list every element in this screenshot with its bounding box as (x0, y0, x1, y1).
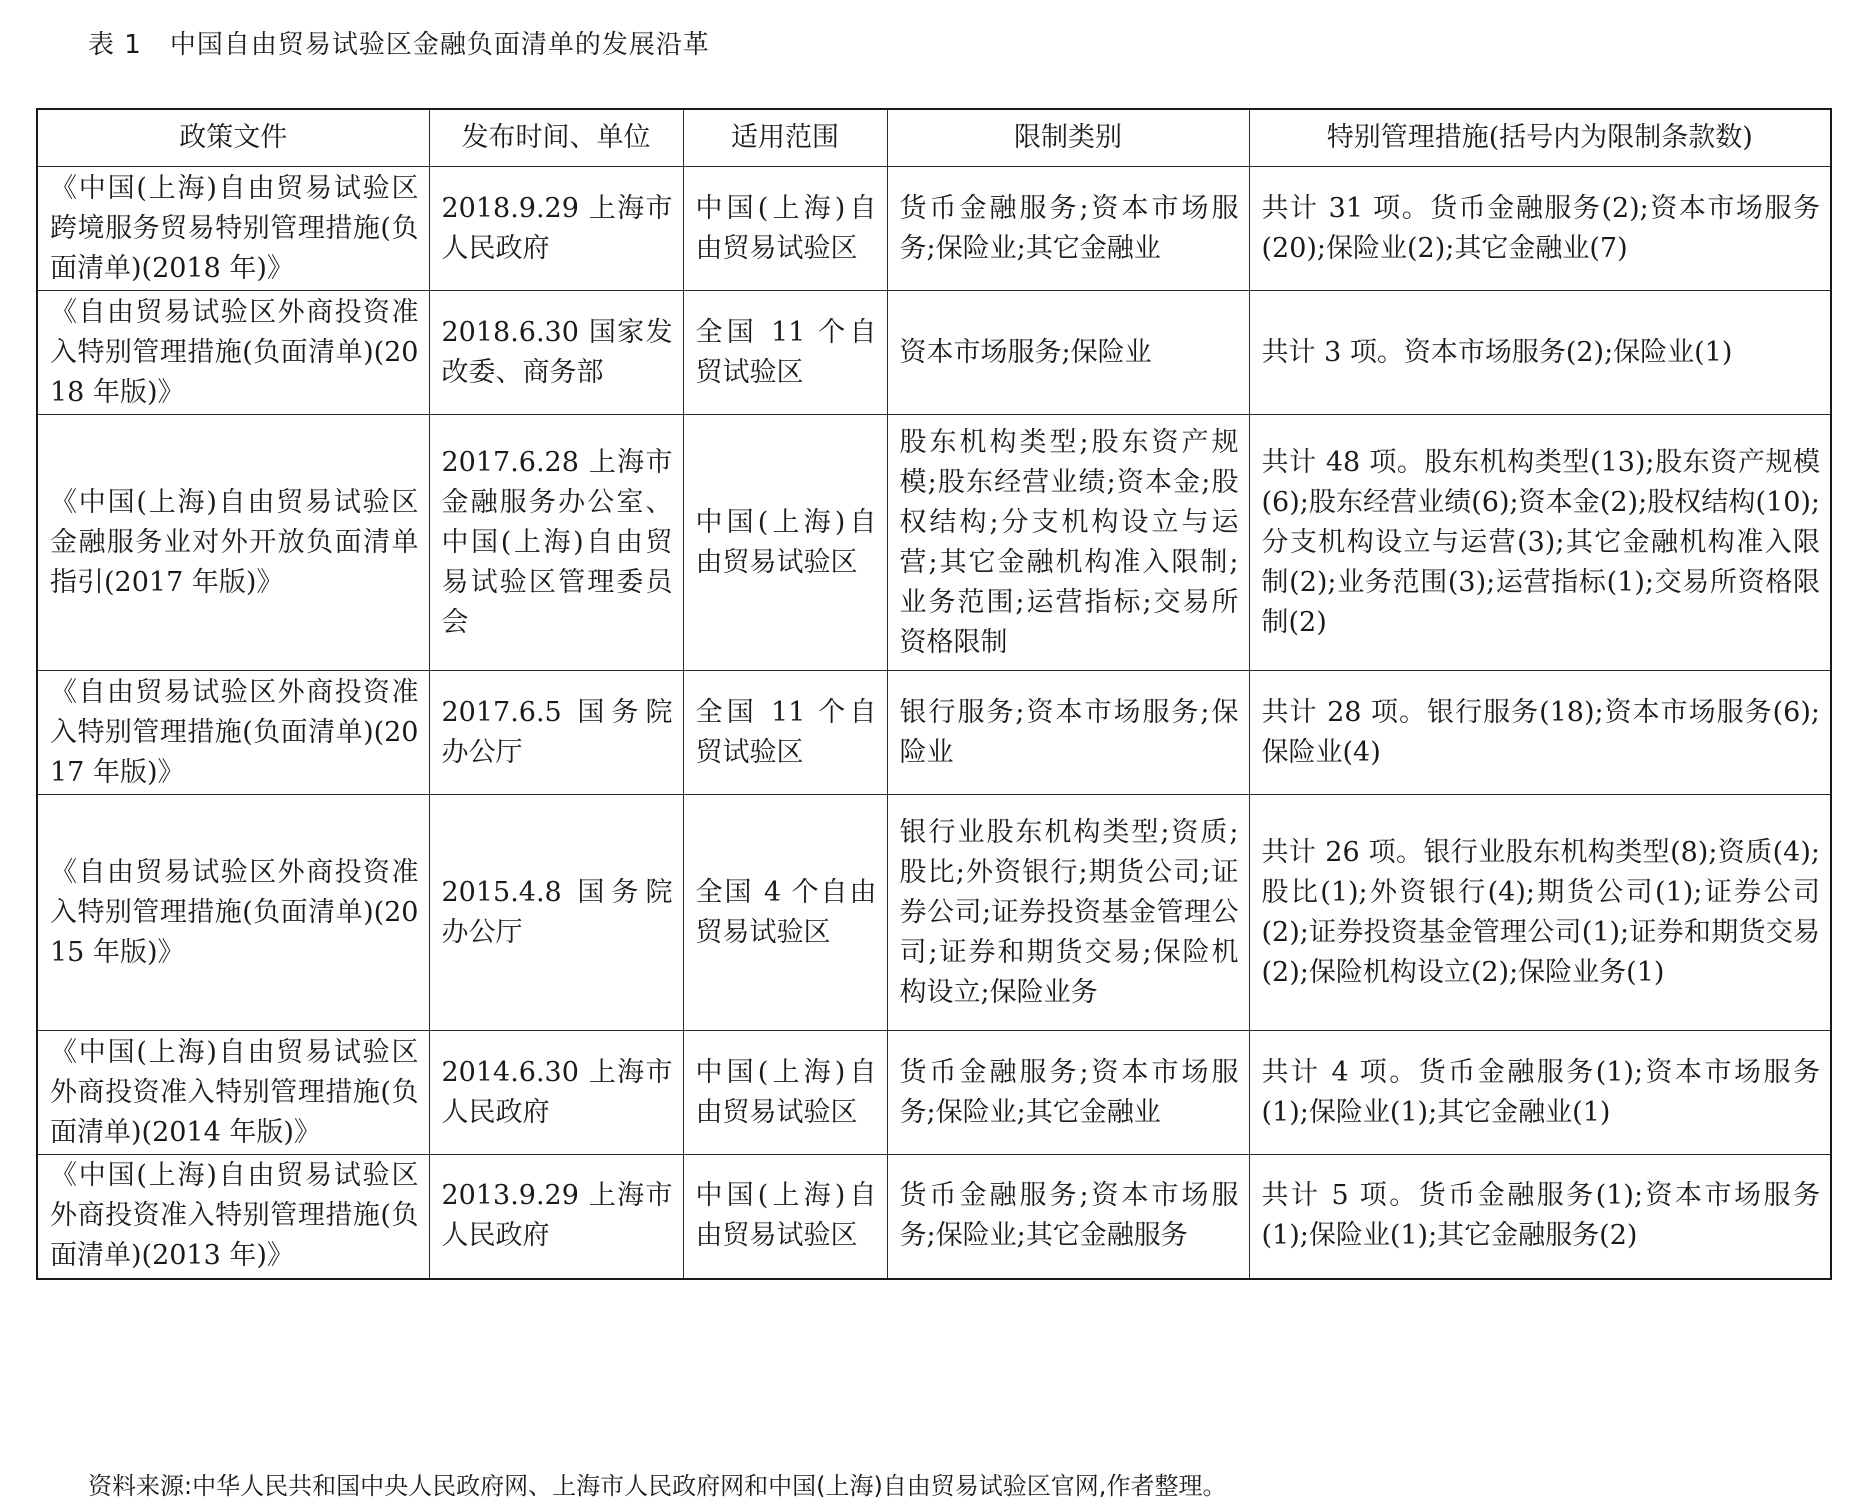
table-row (37, 1031, 1831, 1155)
cell-categories: 货币金融服务;资本市场服务;保险业;其它金融服务 (887, 1155, 1249, 1279)
cell-policy: 《自由贸易试验区外商投资准入特别管理措施(负面清单)(2018 年版)》 (37, 291, 429, 415)
cell-measures: 共计 5 项。货币金融服务(1);资本市场服务(1);保险业(1);其它金融服务(2) (1249, 1155, 1831, 1279)
cell-issuer: 2014.6.30 上海市人民政府 (429, 1031, 683, 1155)
cell-scope: 全国 4 个自由贸易试验区 (683, 795, 887, 1031)
source-note: 资料来源:中华人民共和国中央人民政府网、上海市人民政府网和中国(上海)自由贸易试验区官网,作者整理。 (88, 1472, 1227, 1500)
table-caption (88, 24, 710, 61)
cell-scope: 全国 11 个自贸试验区 (683, 291, 887, 415)
cell-measures: 共计 4 项。货币金融服务(1);资本市场服务(1);保险业(1);其它金融业(1) (1249, 1031, 1831, 1155)
cell-policy: 《自由贸易试验区外商投资准入特别管理措施(负面清单)(2015 年版)》 (37, 795, 429, 1031)
cell-policy: 《中国(上海)自由贸易试验区跨境服务贸易特别管理措施(负面清单)(2018 年)》 (37, 167, 429, 291)
header-measures: 特别管理措施(括号内为限制条款数) (1249, 109, 1831, 167)
table-row (37, 1155, 1831, 1279)
cell-issuer: 2013.9.29 上海市人民政府 (429, 1155, 683, 1279)
cell-policy: 《中国(上海)自由贸易试验区金融服务业对外开放负面清单指引(2017 年版)》 (37, 415, 429, 671)
table-row (37, 671, 1831, 795)
negative-list-table (36, 108, 1832, 1280)
cell-measures: 共计 48 项。股东机构类型(13);股东资产规模(6);股东经营业绩(6);资本金(2);股权结构(10);分支机构设立与运营(3);其它金融机构准入限制(2);业务范围(3);运营指标(1);交易所资格限制(2) (1249, 415, 1831, 671)
cell-issuer: 2015.4.8 国务院办公厅 (429, 795, 683, 1031)
cell-policy: 《中国(上海)自由贸易试验区外商投资准入特别管理措施(负面清单)(2013 年)》 (37, 1155, 429, 1279)
cell-categories: 银行业股东机构类型;资质;股比;外资银行;期货公司;证券公司;证券投资基金管理公司;证券和期货交易;保险机构设立;保险业务 (887, 795, 1249, 1031)
header-issuer: 发布时间、单位 (429, 109, 683, 167)
table-row (37, 415, 1831, 671)
header-policy: 政策文件 (37, 109, 429, 167)
cell-policy: 《中国(上海)自由贸易试验区外商投资准入特别管理措施(负面清单)(2014 年版)》 (37, 1031, 429, 1155)
header-categories: 限制类别 (887, 109, 1249, 167)
table-header-row (37, 109, 1831, 167)
cell-scope: 全国 11 个自贸试验区 (683, 671, 887, 795)
header-scope: 适用范围 (683, 109, 887, 167)
cell-measures: 共计 26 项。银行业股东机构类型(8);资质(4);股比(1);外资银行(4);期货公司(1);证券公司(2);证券投资基金管理公司(1);证券和期货交易(2);保险机构设立(2);保险业务(1) (1249, 795, 1831, 1031)
cell-issuer: 2017.6.28 上海市金融服务办公室、中国(上海)自由贸易试验区管理委员会 (429, 415, 683, 671)
table-row (37, 795, 1831, 1031)
cell-scope: 中国(上海)自由贸易试验区 (683, 167, 887, 291)
cell-categories: 资本市场服务;保险业 (887, 291, 1249, 415)
cell-issuer: 2017.6.5 国务院办公厅 (429, 671, 683, 795)
cell-policy: 《自由贸易试验区外商投资准入特别管理措施(负面清单)(2017 年版)》 (37, 671, 429, 795)
cell-scope: 中国(上海)自由贸易试验区 (683, 415, 887, 671)
cell-scope: 中国(上海)自由贸易试验区 (683, 1155, 887, 1279)
cell-categories: 货币金融服务;资本市场服务;保险业;其它金融业 (887, 1031, 1249, 1155)
cell-issuer: 2018.9.29 上海市人民政府 (429, 167, 683, 291)
table-title: 中国自由贸易试验区金融负面清单的发展沿革 (169, 30, 710, 60)
table-row (37, 291, 1831, 415)
cell-measures: 共计 3 项。资本市场服务(2);保险业(1) (1249, 291, 1831, 415)
cell-measures: 共计 28 项。银行服务(18);资本市场服务(6);保险业(4) (1249, 671, 1831, 795)
table-row (37, 167, 1831, 291)
cell-measures: 共计 31 项。货币金融服务(2);资本市场服务(20);保险业(2);其它金融业(7) (1249, 167, 1831, 291)
cell-scope: 中国(上海)自由贸易试验区 (683, 1031, 887, 1155)
cell-categories: 货币金融服务;资本市场服务;保险业;其它金融业 (887, 167, 1249, 291)
cell-issuer: 2018.6.30 国家发改委、商务部 (429, 291, 683, 415)
cell-categories: 银行服务;资本市场服务;保险业 (887, 671, 1249, 795)
cell-categories: 股东机构类型;股东资产规模;股东经营业绩;资本金;股权结构;分支机构设立与运营;其它金融机构准入限制;业务范围;运营指标;交易所资格限制 (887, 415, 1249, 671)
table-number: 表 1 (88, 30, 142, 60)
